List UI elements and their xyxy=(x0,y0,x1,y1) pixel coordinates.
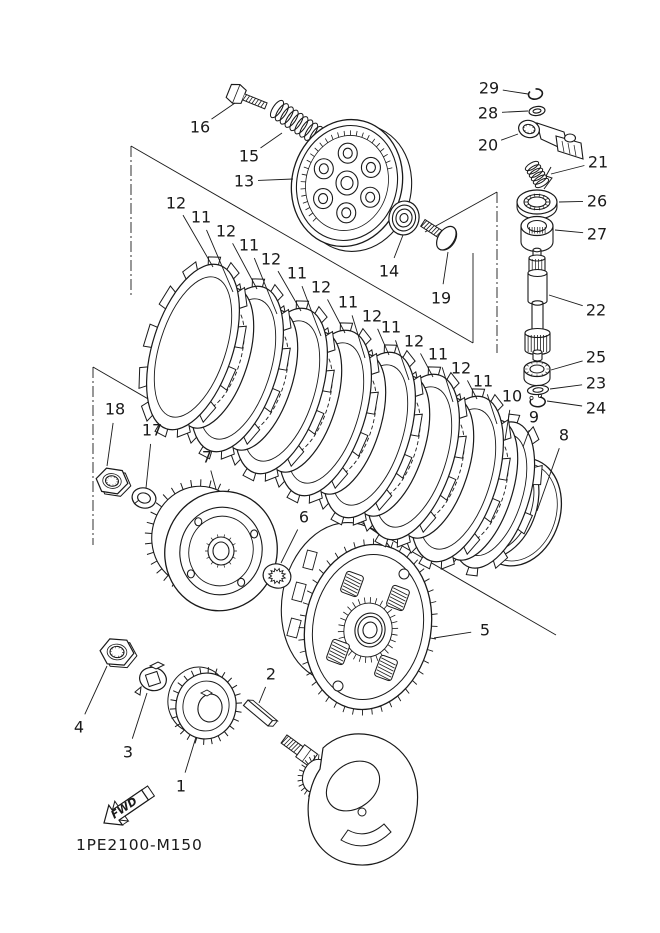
part-27-bearing xyxy=(521,217,553,252)
part-crankshaft xyxy=(280,733,418,865)
callout-7: 7 xyxy=(201,447,213,467)
callout-21: 21 xyxy=(587,152,609,172)
part-18-nut xyxy=(96,468,131,496)
part-28-washer xyxy=(528,105,545,116)
callout-8: 8 xyxy=(558,425,570,445)
callout-12: 12 xyxy=(361,306,383,326)
callout-2: 2 xyxy=(265,664,277,684)
part-24-clip xyxy=(530,394,545,406)
callout-12: 12 xyxy=(403,331,425,351)
callout-1: 1 xyxy=(175,776,187,796)
callout-22: 22 xyxy=(585,300,607,320)
callout-4: 4 xyxy=(73,717,85,737)
callout-9: 9 xyxy=(528,407,540,427)
callout-17: 17 xyxy=(141,420,163,440)
callout-11: 11 xyxy=(380,317,402,337)
part-17-washer xyxy=(130,485,158,511)
callout-12: 12 xyxy=(165,193,187,213)
callout-13: 13 xyxy=(233,171,255,191)
part-19-push-screw xyxy=(416,212,461,254)
callout-29: 29 xyxy=(478,78,500,98)
fwd-marker xyxy=(104,786,154,825)
part-4-nut xyxy=(100,639,137,668)
callout-11: 11 xyxy=(286,263,308,283)
part-13-pressure-plate xyxy=(277,107,425,264)
part-3-lock-washer xyxy=(135,662,169,695)
part-29-circlip xyxy=(529,89,543,99)
part-23-washer xyxy=(527,385,549,396)
callout-5: 5 xyxy=(479,620,491,640)
part-code: 1PE2100-M150 xyxy=(76,836,203,854)
part-21-spring xyxy=(524,159,552,189)
callout-11: 11 xyxy=(472,371,494,391)
callout-11: 11 xyxy=(238,235,260,255)
part-2-key xyxy=(243,698,277,729)
callout-18: 18 xyxy=(104,399,126,419)
callout-11: 11 xyxy=(337,292,359,312)
callout-24: 24 xyxy=(585,398,607,418)
callout-27: 27 xyxy=(586,224,608,244)
callout-11: 11 xyxy=(190,207,212,227)
callout-14: 14 xyxy=(378,261,400,281)
callout-25: 25 xyxy=(585,347,607,367)
callout-6: 6 xyxy=(298,507,310,527)
part-25-bearing xyxy=(524,361,550,386)
callout-11: 11 xyxy=(427,344,449,364)
callout-12: 12 xyxy=(450,358,472,378)
part-1-drive-gear xyxy=(163,662,242,745)
callout-12: 12 xyxy=(310,277,332,297)
callout-15: 15 xyxy=(238,146,260,166)
callout-10: 10 xyxy=(501,386,523,406)
part-26-bearing xyxy=(517,190,557,219)
callout-19: 19 xyxy=(430,288,452,308)
part-16-bolt xyxy=(225,82,270,116)
callout-23: 23 xyxy=(585,373,607,393)
fwd-label: FWD xyxy=(108,794,140,822)
part-7-clutch-boss xyxy=(141,476,291,624)
callout-26: 26 xyxy=(586,191,608,211)
part-20-push-lever xyxy=(517,118,583,159)
callout-12: 12 xyxy=(215,221,237,241)
callout-12: 12 xyxy=(260,249,282,269)
callout-28: 28 xyxy=(477,103,499,123)
part-22-shaft xyxy=(525,248,550,361)
callout-3: 3 xyxy=(122,742,134,762)
callout-20: 20 xyxy=(477,135,499,155)
callout-16: 16 xyxy=(189,117,211,137)
